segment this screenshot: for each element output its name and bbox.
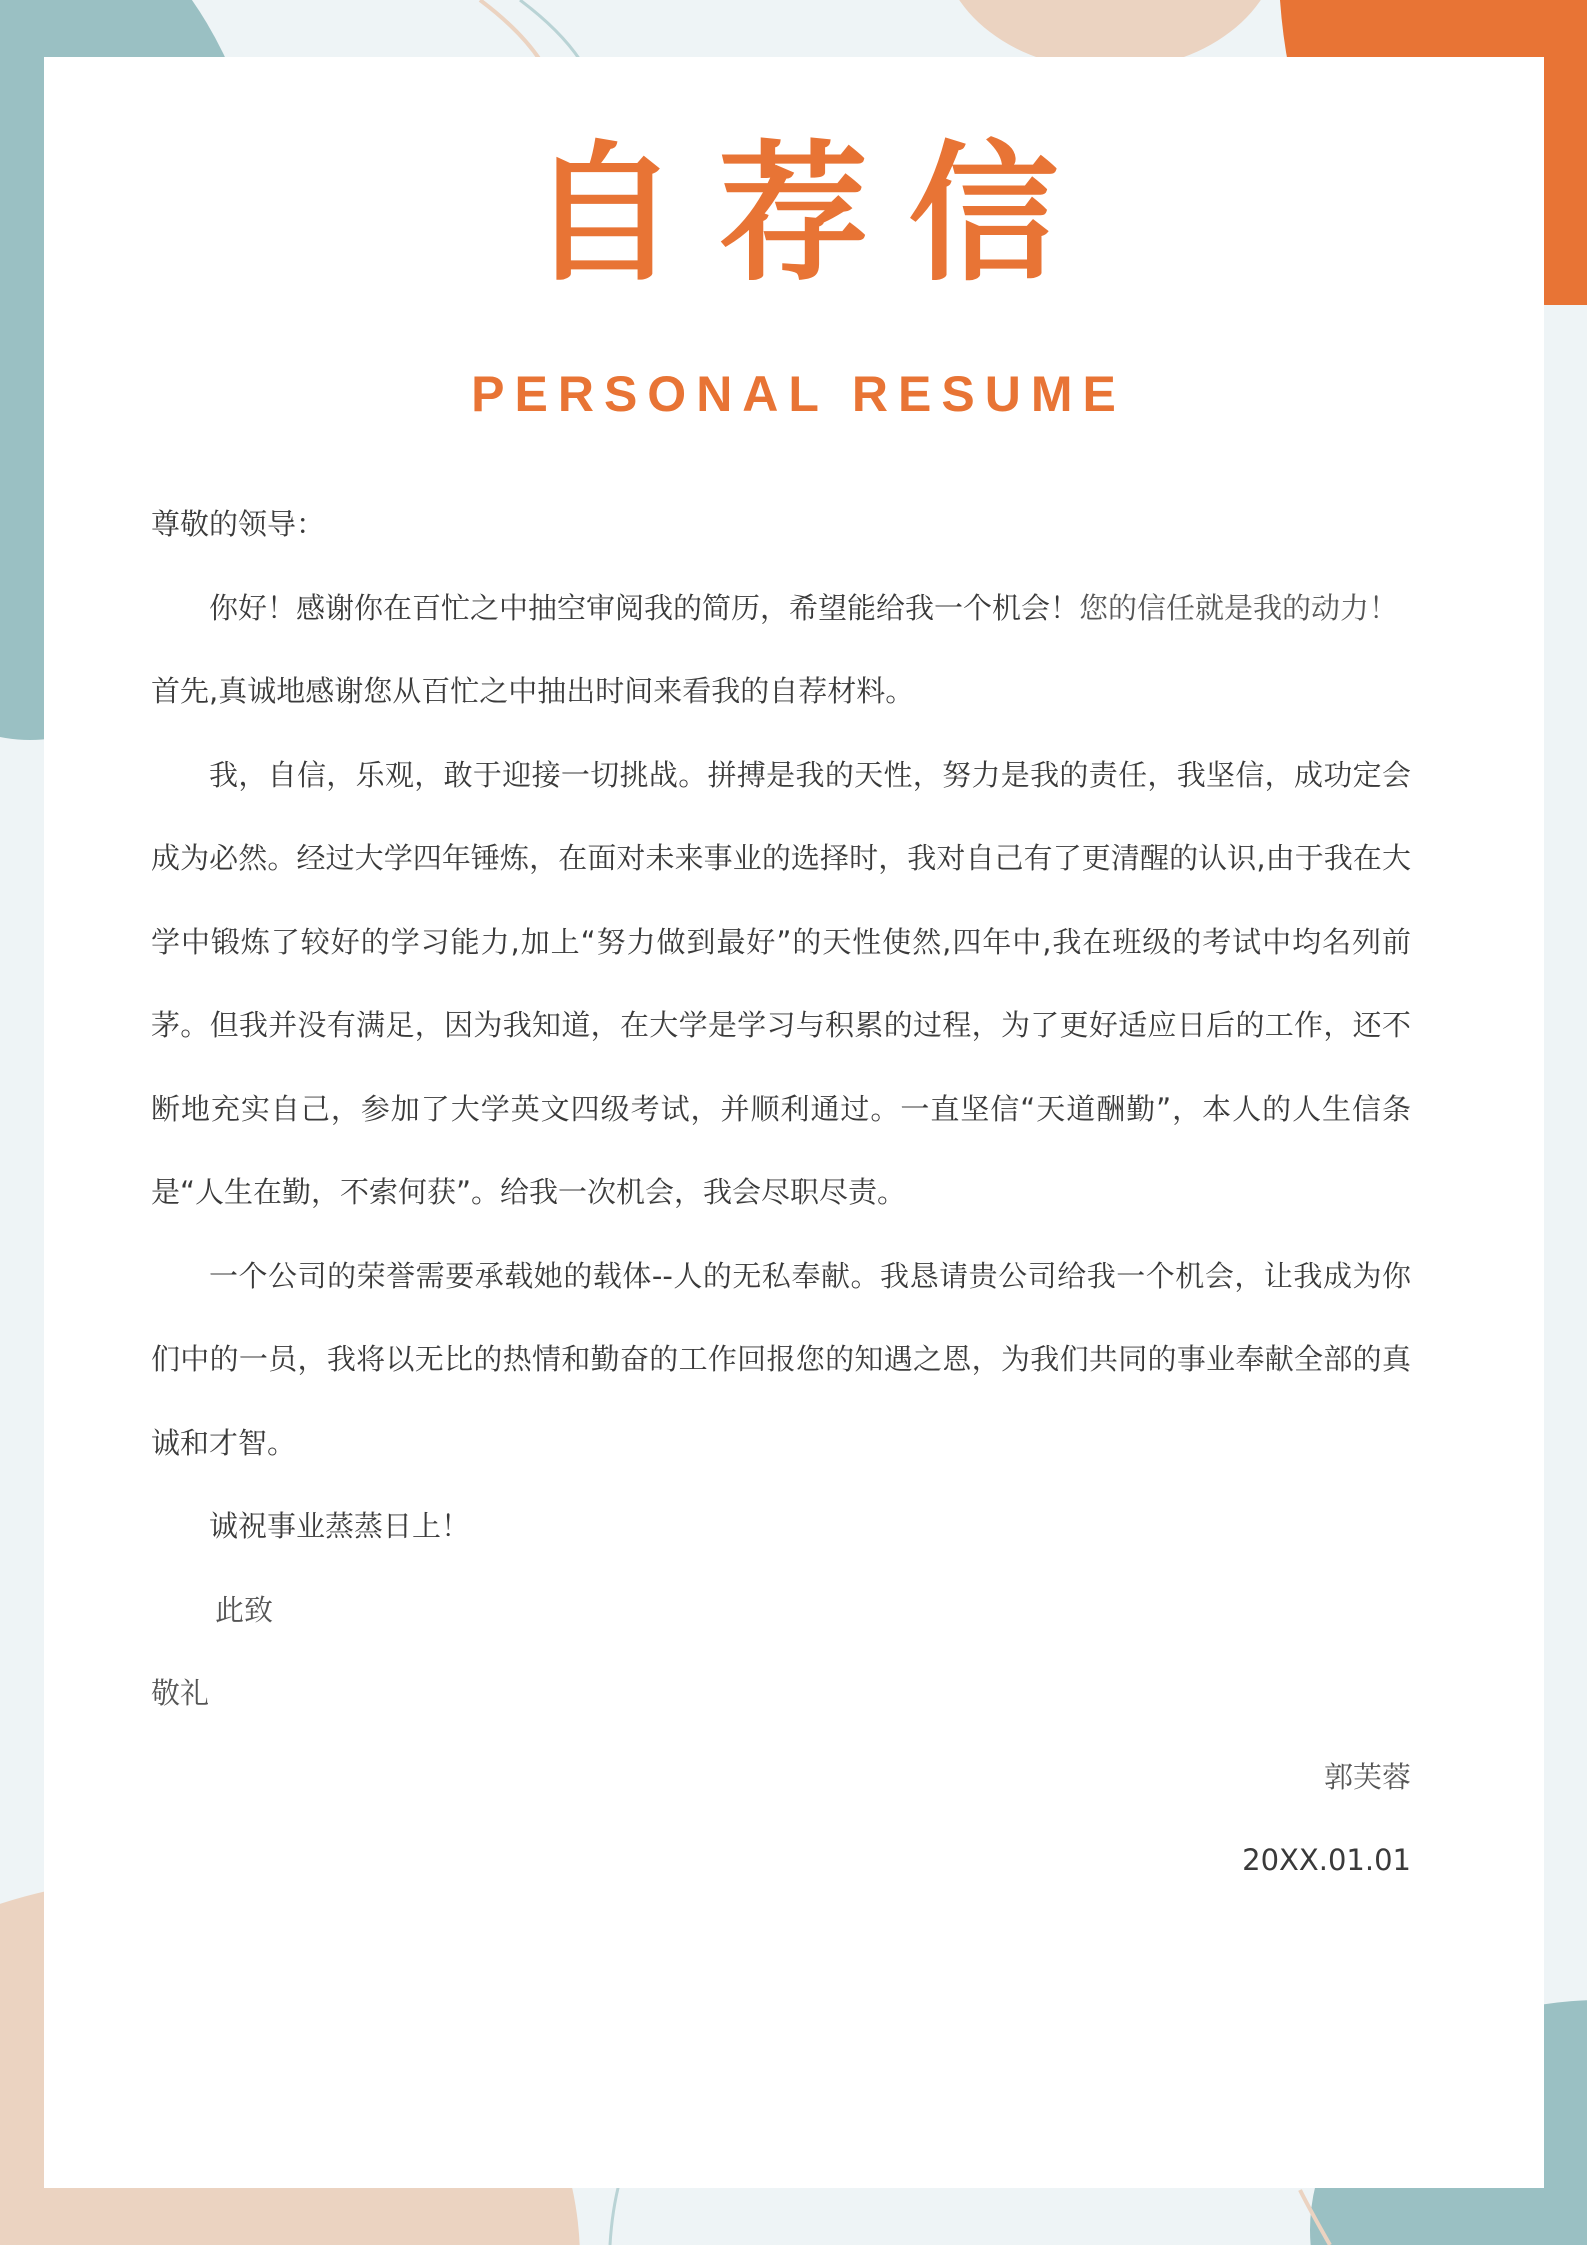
letter-body: [151, 483, 1411, 1903]
body-line: 成为必然。经过大学四年锤炼，在面对未来事业的选择时，我对自己有了更清醒的认识,由于我在大: [151, 841, 1411, 875]
closing-wish: 诚祝事业蒸蒸日上！: [209, 1509, 471, 1543]
body-line: 茅。但我并没有满足，因为我知道，在大学是学习与积累的过程，为了更好适应日后的工作，还不: [151, 1008, 1411, 1042]
body-line: 一个公司的荣誉需要承载她的载体--人的无私奉献。我恳请贵公司给我一个机会，让我成为你: [209, 1258, 1411, 1293]
date: 20XX.01.01: [1242, 1843, 1411, 1877]
page-title: 自荐信: [528, 128, 1099, 302]
body-line: 们中的一员，我将以无比的热情和勤奋的工作回报您的知遇之恩，为我们共同的事业奉献全部的真: [151, 1342, 1411, 1376]
body-line: 我，自信，乐观，敢于迎接一切挑战。拼搏是我的天性，努力是我的责任，我坚信，成功定会: [209, 757, 1411, 792]
signature: 郭芙蓉: [1323, 1759, 1411, 1794]
body-line: 是“人生在勤，不索何获”。给我一次机会，我会尽职尽责。: [151, 1175, 907, 1209]
body-line: 学中锻炼了较好的学习能力,加上“努力做到最好”的天性使然,四年中,我在班级的考试中均名列前: [151, 924, 1411, 959]
body-line: 首先,真诚地感谢您从百忙之中抽出时间来看我的自荐材料。: [151, 674, 915, 708]
salutation: 尊敬的领导：: [151, 507, 326, 541]
closing-1: 此致: [215, 1592, 274, 1627]
body-line: 断地充实自己，参加了大学英文四级考试，并顺利通过。一直坚信“天道酬勤”，本人的人生信条: [151, 1091, 1411, 1126]
page-subtitle: PERSONAL RESUME: [471, 366, 1126, 422]
body-line: 诚和才智。: [151, 1425, 297, 1460]
body-line-tail: 您的信任就是我的动力！: [1079, 590, 1399, 625]
body-line: 你好！感谢你在百忙之中抽空审阅我的简历，希望能给我一个机会！您的信任就是我的动力！: [209, 590, 1399, 625]
closing-2: 敬礼: [151, 1676, 210, 1710]
